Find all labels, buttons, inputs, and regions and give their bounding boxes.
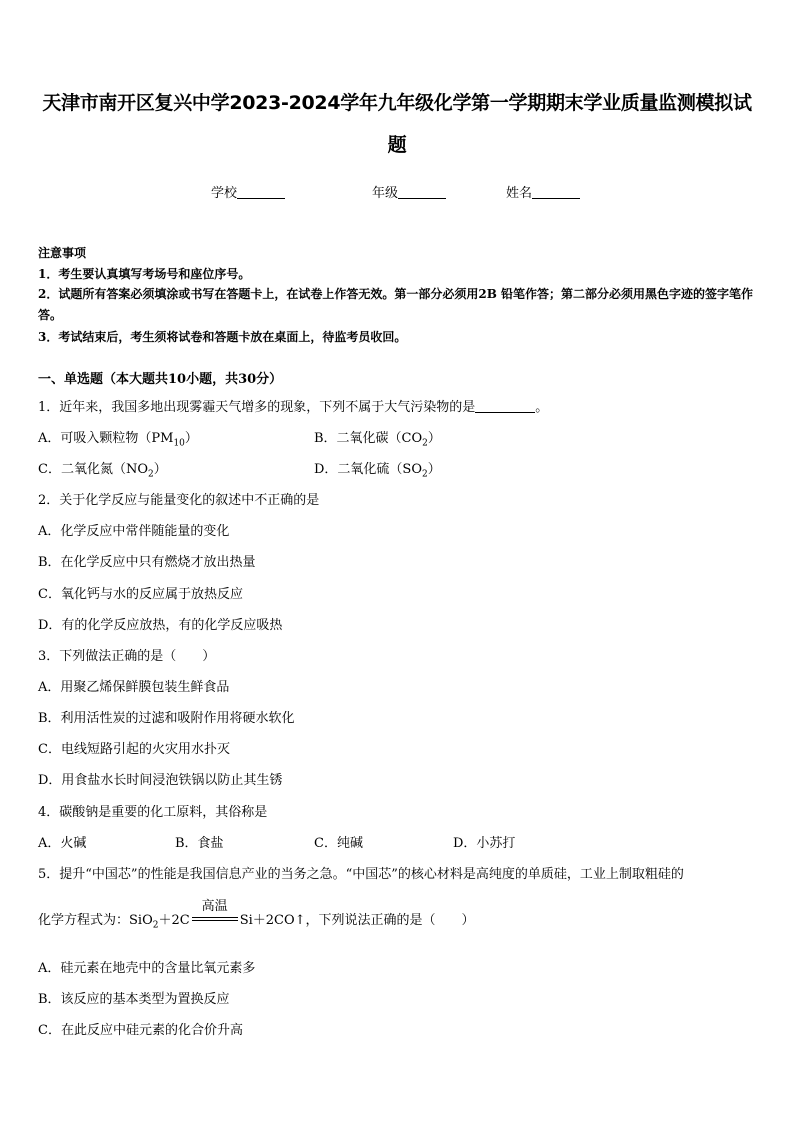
question-1-option-b[interactable]: B．二氧化碳$(CO_2)$ xyxy=(314,431,441,449)
question-1-stem: 1．近年来，我国多地出现雾霾天气增多的现象，下列不属于大气污染物的是 。 xyxy=(38,400,549,415)
question-5-stem-line2: 化学方程式为：SiO$_2$＋2C 高温 Si＋2CO↑，下列说法正确的是（ ） xyxy=(38,909,475,931)
reaction-condition-arrow xyxy=(190,899,240,928)
note-item-2: 2．试题所有答案必须填涂或书写在答题卡上，在试卷上作答无效。第一部分必须用2B 铅笔作答；第二部分必须用黑色字迹的签字笔作答。 xyxy=(38,287,754,322)
notes-heading: 注意事项 xyxy=(38,246,87,260)
question-4-option-b[interactable]: B．食盐 xyxy=(175,836,224,851)
name-field xyxy=(506,182,580,201)
question-5-option-a[interactable]: A．硅元素在地壳中的含量比氧元素多 xyxy=(38,961,256,976)
note-item-3: 3．考试结束后，考生须将试卷和答题卡放在桌面上，待监考员收回。 xyxy=(38,330,407,344)
name-blank[interactable] xyxy=(532,186,580,199)
question-5-option-c[interactable]: C．在此反应中硅元素的化合价升高 xyxy=(38,1023,243,1038)
question-3-option-d[interactable]: D．用食盐水长时间浸泡铁锅以防止其生锈 xyxy=(38,773,283,788)
question-2-option-a[interactable]: A．化学反应中常伴随能量的变化 xyxy=(38,524,230,539)
question-4-option-d[interactable]: D．小苏打 xyxy=(453,836,516,851)
school-label: 学校 xyxy=(211,186,238,201)
question-1-option-a[interactable]: A．可吸入颗粒物$(PM_{10})$ xyxy=(38,431,198,449)
question-3-option-a[interactable]: A．用聚乙烯保鲜膜包装生鲜食品 xyxy=(38,680,230,695)
note-item-1: 1．考生要认真填写考场号和座位序号。 xyxy=(38,267,251,281)
question-2-option-d[interactable]: D．有的化学反应放热，有的化学反应吸热 xyxy=(38,618,283,633)
school-field xyxy=(211,182,285,201)
school-blank[interactable] xyxy=(237,186,285,199)
question-3-option-c[interactable]: C．电线短路引起的火灾用水扑灭 xyxy=(38,742,230,757)
exam-title-line1: 天津市南开区复兴中学2023-2024学年九年级化学第一学期期末学业质量监测模拟试 xyxy=(42,92,752,114)
question-1-option-d[interactable]: D．二氧化硫$(SO_2)$ xyxy=(314,462,441,480)
reaction-condition: 高温 xyxy=(201,899,228,914)
question-2-option-c[interactable]: C．氧化钙与水的反应属于放热反应 xyxy=(38,587,243,602)
question-5-stem-line1: 5．提升“中国芯”的性能是我国信息产业的当务之急。“中国芯”的核心材料是高纯度的单质硅，工业上制取粗硅的 xyxy=(38,867,684,882)
question-1-option-c[interactable]: C．二氧化氮$(NO_2)$ xyxy=(38,462,167,480)
section-heading: 一、单选题（本大题共10小题，共30分） xyxy=(38,372,283,387)
question-3-option-b[interactable]: B．利用活性炭的过滤和吸附作用将硬水软化 xyxy=(38,711,295,726)
question-3-stem: 3．下列做法正确的是（ ） xyxy=(38,649,216,664)
name-label: 姓名 xyxy=(506,186,533,201)
grade-blank[interactable] xyxy=(398,186,446,199)
question-4-stem: 4．碳酸钠是重要的化工原料，其俗称是 xyxy=(38,805,268,820)
question-5-option-b[interactable]: B．该反应的基本类型为置换反应 xyxy=(38,992,230,1007)
grade-label: 年级 xyxy=(372,186,399,201)
question-2-option-b[interactable]: B．在化学反应中只有燃烧才放出热量 xyxy=(38,555,256,570)
answer-blank[interactable] xyxy=(475,400,535,413)
exam-title-line2: 题 xyxy=(387,134,407,156)
question-4-option-c[interactable]: C．纯碱 xyxy=(314,836,363,851)
grade-field xyxy=(372,182,446,201)
question-2-stem: 2．关于化学反应与能量变化的叙述中不正确的是 xyxy=(38,493,320,508)
question-4-option-a[interactable]: A．火碱 xyxy=(38,836,87,851)
